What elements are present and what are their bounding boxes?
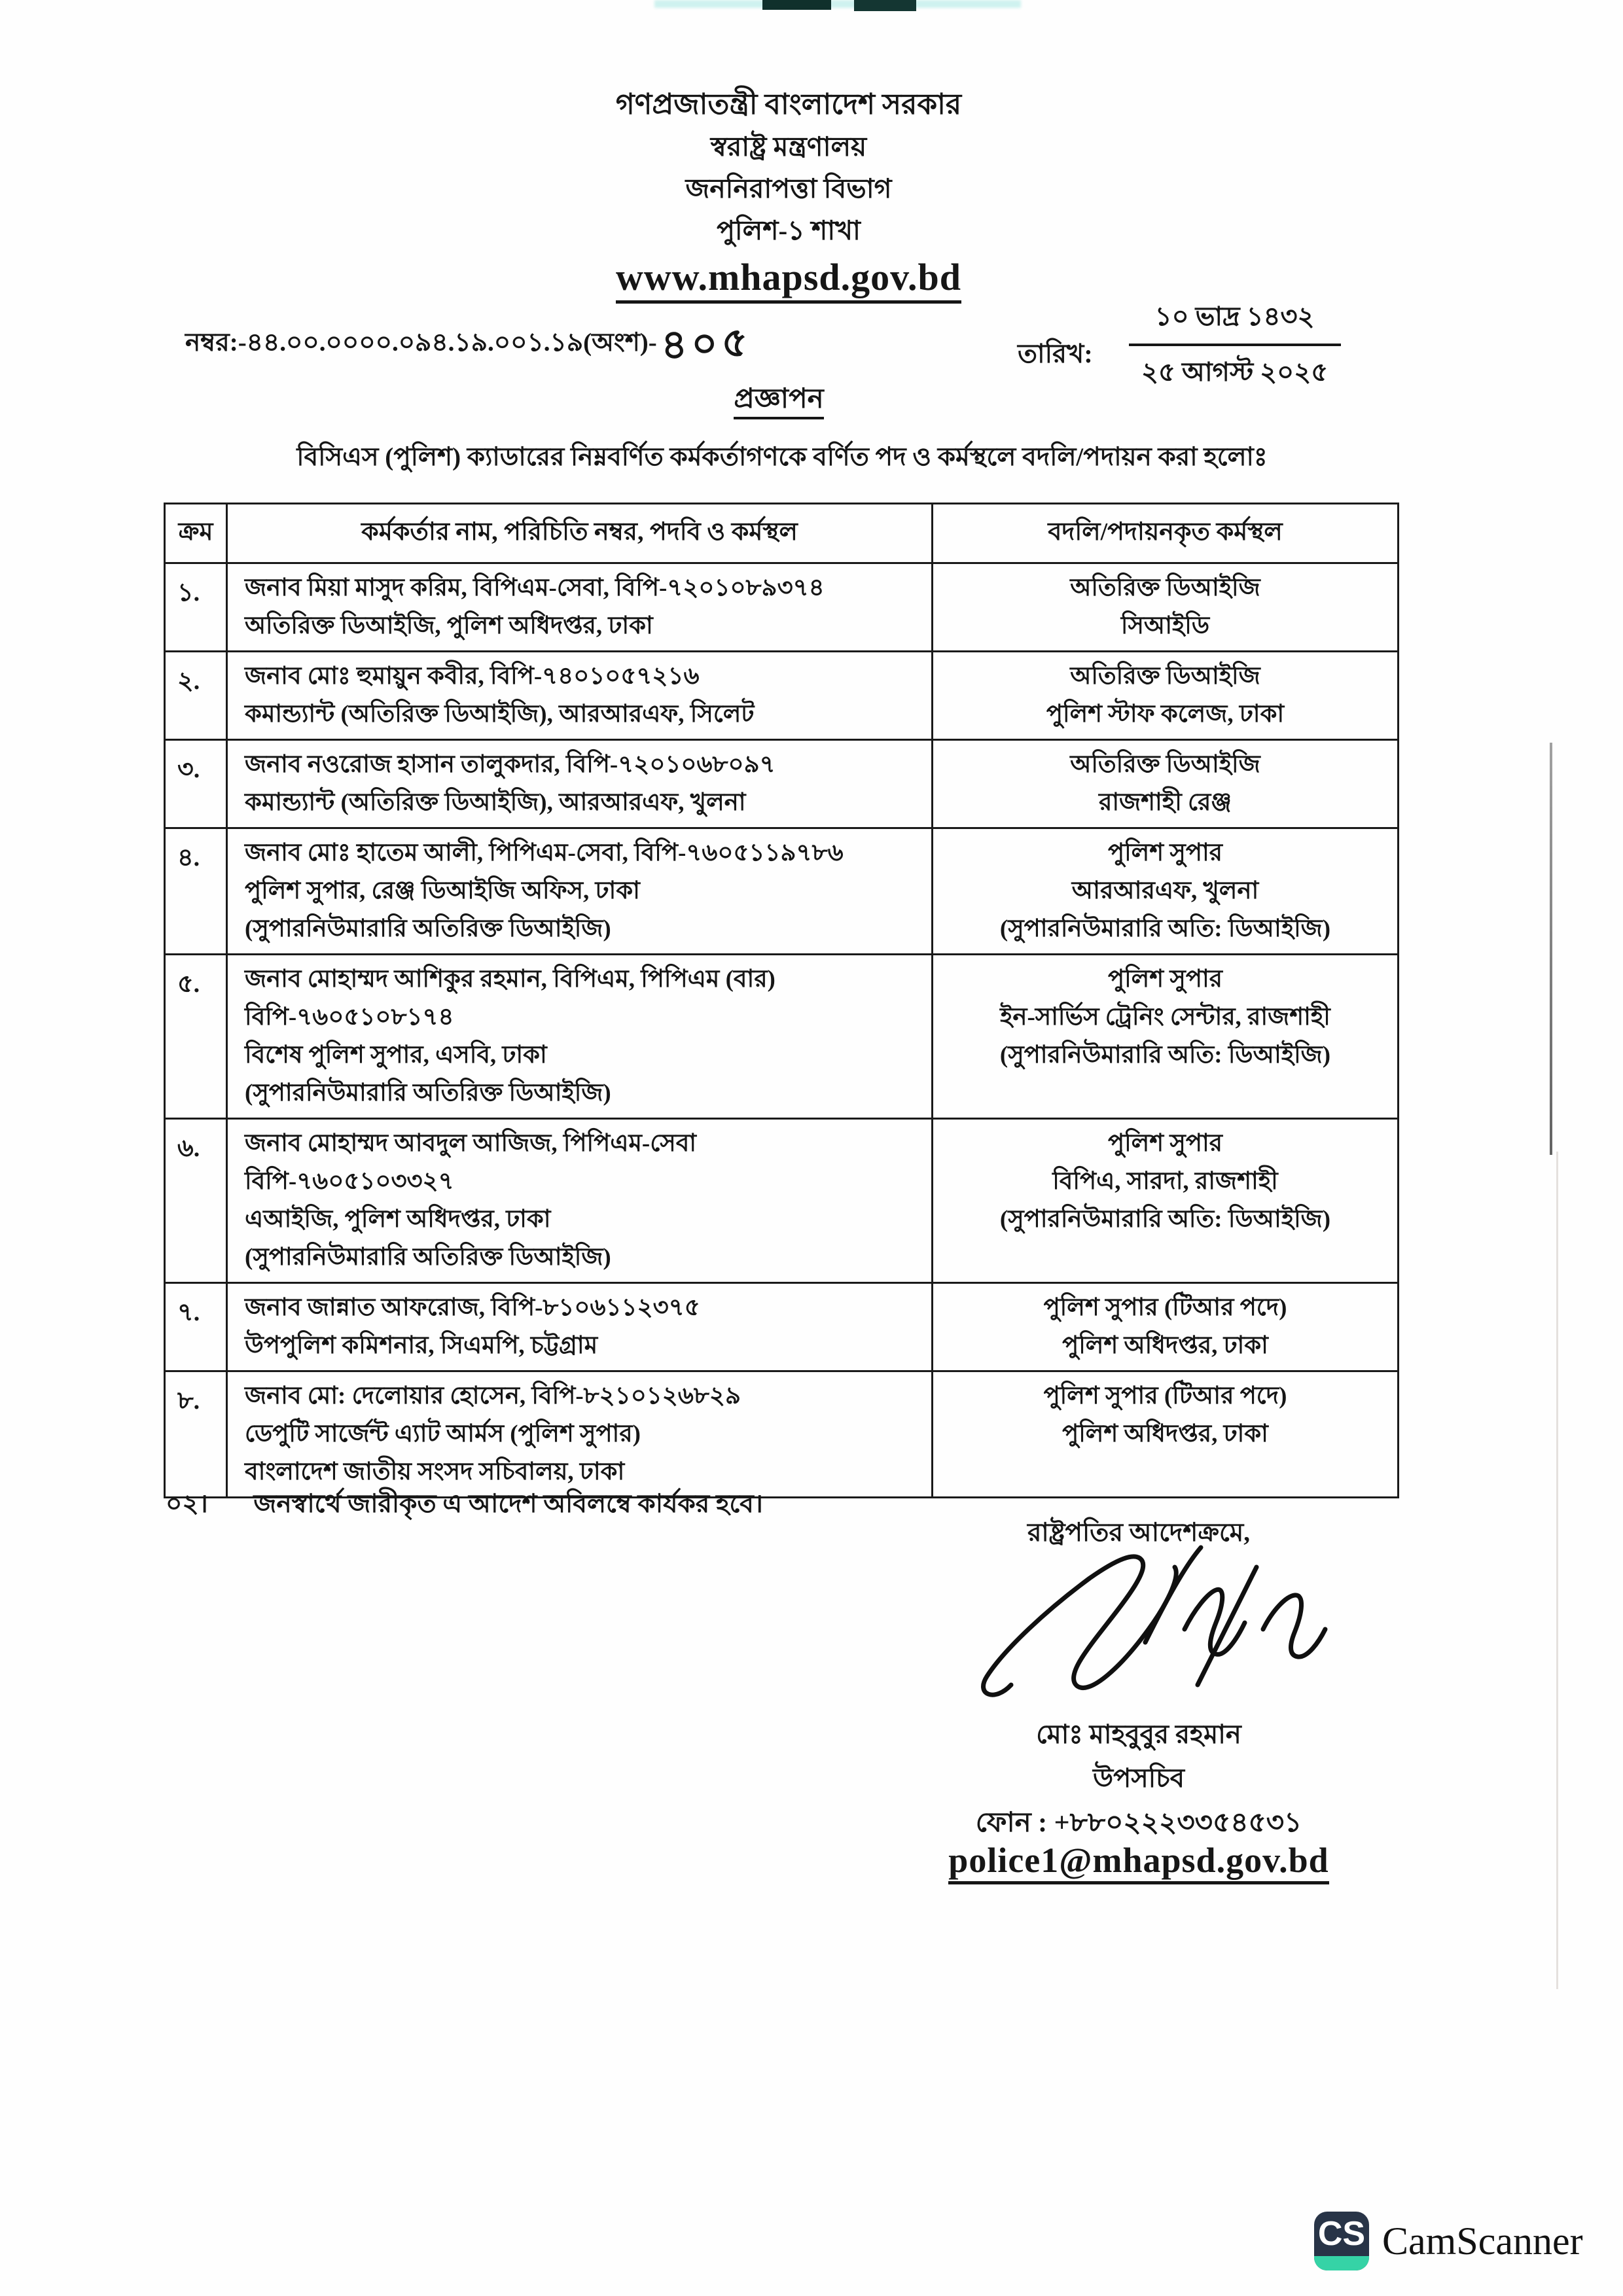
division-name: জননিরাপত্তা বিভাগ <box>685 173 892 203</box>
officer-line: উপপুলিশ কমিশনার, সিএমপি, চট্টগ্রাম <box>245 1332 598 1359</box>
posting-line: অতিরিক্ত ডিআইজি <box>1070 663 1260 690</box>
posting-line: অতিরিক্ত ডিআইজি <box>1070 574 1260 601</box>
page-fold-line <box>1550 743 1552 1155</box>
officer-cell <box>227 652 933 740</box>
posting-line: পুলিশ সুপার <box>1107 1130 1223 1157</box>
posting-line: সিআইডি <box>1120 612 1210 639</box>
officer-line: (সুপারনিউমারারি অতিরিক্ত ডিআইজি) <box>245 1244 611 1271</box>
officer-line: জনাব মোহাম্মদ আবদুল আজিজ, পিপিএম-সেবা <box>245 1130 697 1157</box>
posting-line: পুলিশ সুপার <box>1107 966 1223 993</box>
officer-cell <box>227 563 933 652</box>
clause-text: জনস্বার্থে জারীকৃত এ আদেশ অবিলম্বে কার্যকর হবে। <box>253 1490 763 1518</box>
clause-number: ০২। <box>166 1490 208 1518</box>
camscanner-label: CamScanner <box>1382 2219 1583 2263</box>
posting-line: ইন-সার্ভিস ট্রেনিং সেন্টার, রাজশাহী <box>1000 1004 1330 1031</box>
posting-cell <box>933 1283 1399 1371</box>
posting-line: পুলিশ স্টাফ কলেজ, ঢাকা <box>1046 701 1285 728</box>
table-row <box>165 828 1399 955</box>
header-serial: ক্রম <box>165 504 227 563</box>
scan-artifact-bar <box>762 0 831 10</box>
table-row <box>165 1371 1399 1498</box>
website-link: www.mhapsd.gov.bd <box>616 255 961 304</box>
signer-name: মোঃ মাহবুবুর রহমান <box>1036 1720 1241 1749</box>
posting-line: পুলিশ সুপার (টিআর পদে) <box>1043 1294 1287 1321</box>
officer-cell <box>227 1119 933 1283</box>
officer-line: অতিরিক্ত ডিআইজি, পুলিশ অধিদপ্তর, ঢাকা <box>245 612 653 639</box>
letterhead <box>0 84 1577 304</box>
officer-line: জনাব মোহাম্মদ আশিকুর রহমান, বিপিএম, পিপিএম (বার) <box>245 966 776 993</box>
signer-designation: উপসচিব <box>1092 1763 1185 1793</box>
intro-sentence: বিসিএস (পুলিশ) ক্যাডারের নিম্নবর্ণিত কর্মকর্তাগণকে বর্ণিত পদ ও কর্মস্থলে বদলি/পদায়ন করা হলোঃ <box>296 443 1268 471</box>
posting-cell <box>933 652 1399 740</box>
table-header-row <box>165 504 1399 563</box>
officer-line: বাংলাদেশ জাতীয় সংসদ সচিবালয়, ঢাকা <box>245 1458 625 1485</box>
memo-number-line <box>185 313 752 380</box>
serial-cell: ৬. <box>165 1119 227 1283</box>
posting-line: পুলিশ অধিদপ্তর, ঢাকা <box>1062 1332 1268 1359</box>
serial-cell: ২. <box>165 652 227 740</box>
posting-line: বিপিএ, সারদা, রাজশাহী <box>1052 1168 1278 1195</box>
scan-streak-artifact <box>654 0 1021 8</box>
memo-number-handwritten: ৪০৫ <box>660 320 753 368</box>
ministry-name: স্বরাষ্ট্র মন্ত্রণালয় <box>710 132 867 162</box>
posting-line: পুলিশ সুপার <box>1107 839 1223 866</box>
signer-phone: ফোন : +৮৮০২২২৩৩৫৪৫৩১ <box>975 1808 1302 1838</box>
memo-number: নম্বর:-৪৪.০০.০০০০.০৯৪.১৯.০০১.১৯(অংশ)- <box>185 328 657 357</box>
officer-line: বিশেষ পুলিশ সুপার, এসবি, ঢাকা <box>245 1042 547 1069</box>
table-row <box>165 1119 1399 1283</box>
signature-scribble <box>949 1531 1342 1721</box>
serial-cell: ৩. <box>165 740 227 828</box>
header-posting: বদলি/পদায়নকৃত কর্মস্থল <box>933 504 1399 563</box>
by-order-line: রাষ্ট্রপতির আদেশক্রমে, <box>1027 1519 1251 1547</box>
posting-line: পুলিশ সুপার (টিআর পদে) <box>1043 1383 1287 1409</box>
transfer-table <box>164 503 1399 1498</box>
signer-email <box>929 1840 1348 1881</box>
officer-line: কমান্ড্যান্ট (অতিরিক্ত ডিআইজি), আরআরএফ, খুলনা <box>245 789 746 816</box>
posting-cell <box>933 828 1399 955</box>
posting-cell <box>933 1119 1399 1283</box>
table-row <box>165 955 1399 1119</box>
table-row <box>165 563 1399 652</box>
serial-cell: ৫. <box>165 955 227 1119</box>
officer-line: (সুপারনিউমারারি অতিরিক্ত ডিআইজি) <box>245 1080 611 1106</box>
page-fold-line <box>1556 1152 1558 1989</box>
officer-line: কমান্ড্যান্ট (অতিরিক্ত ডিআইজি), আরআরএফ, সিলেট <box>245 701 755 728</box>
posting-line: (সুপারনিউমারারি অতি: ডিআইজি) <box>999 1206 1331 1233</box>
officer-line: এআইজি, পুলিশ অধিদপ্তর, ঢাকা <box>245 1206 551 1233</box>
officer-line: জনাব মোঃ হুমায়ুন কবীর, বিপি-৭৪০১০৫৭২১৬ <box>245 663 700 690</box>
officer-line: বিপি-৭৬০৫১০৩৩২৭ <box>245 1168 454 1195</box>
scan-artifact-bar <box>854 0 916 11</box>
posting-cell <box>933 1371 1399 1498</box>
officer-line: জনাব মো: দেলোয়ার হোসেন, বিপি-৮২১০১২৬৮২৯ <box>245 1383 741 1409</box>
officer-cell <box>227 955 933 1119</box>
clause-02 <box>166 1484 763 1527</box>
camscanner-icon-band <box>1314 2256 1369 2270</box>
officer-line: বিপি-৭৬০৫১০৮১৭৪ <box>245 1004 454 1031</box>
serial-cell: ৭. <box>165 1283 227 1371</box>
posting-line: (সুপারনিউমারারি অতি: ডিআইজি) <box>999 915 1331 942</box>
date-gregorian: ২৫ আগস্ট ২০২৫ <box>1141 357 1329 387</box>
posting-cell <box>933 563 1399 652</box>
date-bangla: ১০ ভাদ্র ১৪৩২ <box>1129 296 1341 346</box>
officer-line: পুলিশ সুপার, রেঞ্জ ডিআইজি অফিস, ঢাকা <box>245 877 640 904</box>
officer-line: জনাব জান্নাত আফরোজ, বিপি-৮১০৬১১২৩৭৫ <box>245 1294 700 1321</box>
government-name: গণপ্রজাতন্ত্রী বাংলাদেশ সরকার <box>615 88 962 120</box>
serial-cell: ৪. <box>165 828 227 955</box>
officer-cell <box>227 1371 933 1498</box>
document-title-text: প্রজ্ঞাপন <box>734 384 823 419</box>
officer-cell <box>227 828 933 955</box>
posting-cell <box>933 740 1399 828</box>
posting-line: পুলিশ অধিদপ্তর, ঢাকা <box>1062 1421 1268 1447</box>
posting-cell <box>933 955 1399 1119</box>
date-label: তারিখ: <box>1018 338 1093 368</box>
camscanner-icon-text: CS <box>1317 2215 1366 2253</box>
officer-cell <box>227 740 933 828</box>
table-row <box>165 1283 1399 1371</box>
signer-email-text: police1@mhapsd.gov.bd <box>948 1841 1329 1884</box>
branch-name: পুলিশ-১ শাখা <box>717 215 861 245</box>
posting-line: অতিরিক্ত ডিআইজি <box>1070 751 1260 778</box>
table-row <box>165 652 1399 740</box>
officer-cell <box>227 1283 933 1371</box>
header-officer: কর্মকর্তার নাম, পরিচিতি নম্বর, পদবি ও কর্মস্থল <box>227 504 933 563</box>
transfer-table-body <box>165 563 1399 1498</box>
camscanner-watermark <box>1314 2212 1583 2270</box>
officer-line: জনাব মিয়া মাসুদ করিম, বিপিএম-সেবা, বিপি-৭২০১০৮৯৩৭৪ <box>245 574 825 601</box>
camscanner-icon <box>1314 2212 1369 2270</box>
table-row <box>165 740 1399 828</box>
posting-line: (সুপারনিউমারারি অতি: ডিআইজি) <box>999 1042 1331 1069</box>
document-title <box>0 377 1558 423</box>
posting-line: রাজশাহী রেঞ্জ <box>1098 789 1232 816</box>
officer-line: (সুপারনিউমারারি অতিরিক্ত ডিআইজি) <box>245 915 611 942</box>
officer-line: ডেপুটি সার্জেন্ট এ্যাট আর্মস (পুলিশ সুপার) <box>245 1421 641 1447</box>
serial-cell: ১. <box>165 563 227 652</box>
posting-line: আরআরএফ, খুলনা <box>1071 877 1259 904</box>
officer-line: জনাব নওরোজ হাসান তালুকদার, বিপি-৭২০১০৬৮০৯৭ <box>245 751 776 778</box>
serial-cell: ৮. <box>165 1371 227 1498</box>
officer-line: জনাব মোঃ হাতেম আলী, পিপিএম-সেবা, বিপি-৭৬০৫১১৯৭৮৬ <box>245 839 844 866</box>
